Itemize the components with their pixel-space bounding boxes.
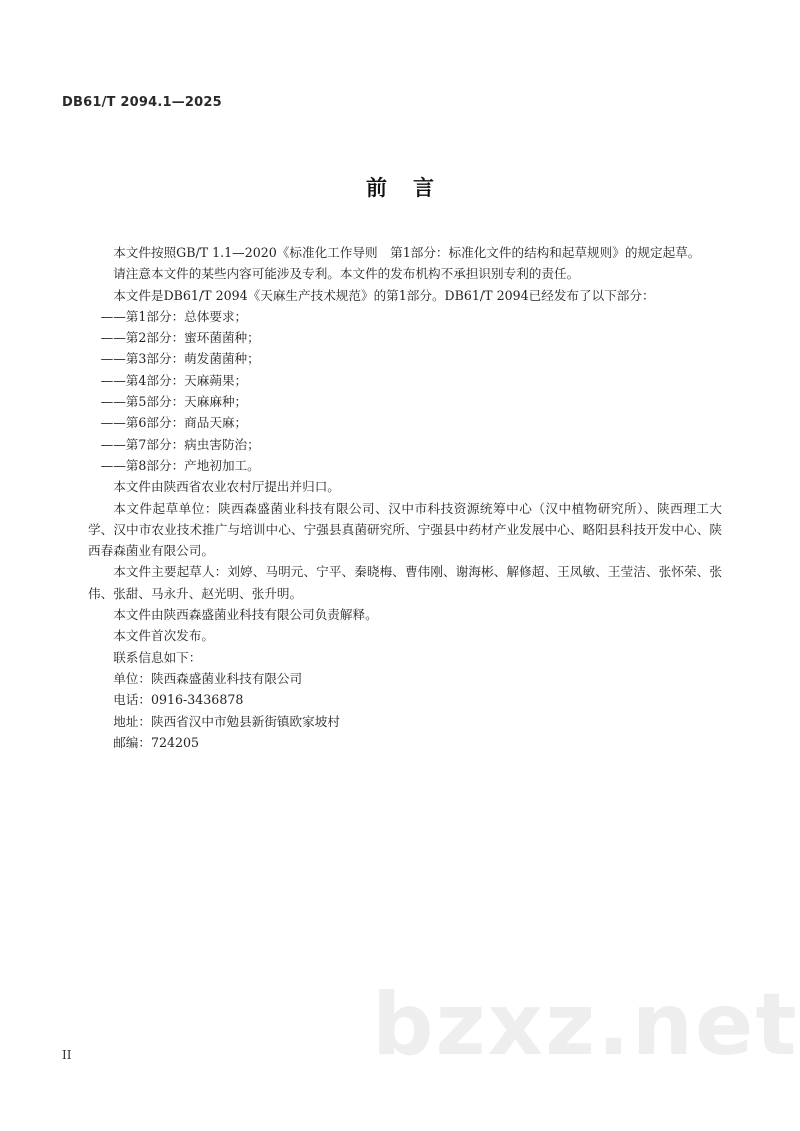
paragraph-first-release: 本文件首次发布。 [113,628,214,644]
list-item: ——第8部分：产地初加工。 [100,457,260,473]
paragraph-contact-intro: 联系信息如下： [113,649,202,665]
list-item: ——第3部分：萌发菌菌种； [100,351,260,367]
list-item: ——第2部分：蜜环菌菌种； [100,330,260,346]
contact-info [88,668,722,753]
paragraph-drafters: 本文件主要起草人：刘婷、马明元、宁平、秦晓梅、曹伟刚、谢海彬、解修超、王凤敏、王莹洁、张怀荣、张伟、张甜、马永升、赵光明、张升明。 [88,564,722,601]
watermark: bzxz.net [372,975,799,1075]
contact-postcode: 邮编：724205 [113,734,200,750]
page-title: 前言 [366,176,460,200]
paragraph-patent-notice: 请注意本文件的某些内容可能涉及专利。本文件的发布机构不承担识别专利的责任。 [113,266,580,282]
document-code: DB61/T 2094.1—2025 [62,95,222,110]
parts-list [88,306,722,476]
list-item: ——第6部分：商品天麻； [100,415,248,431]
paragraph-drafting-basis: 本文件按照GB/T 1.1—2020《标准化工作导则 第1部分：标准化文件的结构和起草规则》的规定起草。 [113,245,701,260]
preface-body [88,242,722,753]
paragraph-drafting-units: 本文件起草单位：陕西森盛菌业科技有限公司、汉中市科技资源统筹中心（汉中植物研究所）、陕西理工大学、汉中市农业技术推广与培训中心、宁强县真菌研究所、宁强县中药材产业发展中心、略阳县科技开发中心、陕西春森菌业有限公司。 [88,500,722,559]
paragraph-parts-intro: 本文件是DB61/T 2094《天麻生产技术规范》的第1部分。DB61/T 2094已经发布了以下部分： [113,287,655,303]
list-item: ——第1部分：总体要求； [100,308,248,324]
page-number: II [62,1048,72,1062]
list-item: ——第7部分：病虫害防治； [100,436,260,452]
paragraph-proposer: 本文件由陕西省农业农村厅提出并归口。 [113,479,340,495]
contact-address: 地址：陕西省汉中市勉县新街镇欧家坡村 [113,713,340,729]
contact-unit: 单位：陕西森盛菌业科技有限公司 [113,670,303,686]
list-item: ——第5部分：天麻麻种； [100,394,248,410]
list-item: ——第4部分：天麻蒴果； [100,372,248,388]
paragraph-interpretation: 本文件由陕西森盛菌业科技有限公司负责解释。 [113,607,378,623]
contact-phone: 电话：0916-3436878 [113,692,244,708]
